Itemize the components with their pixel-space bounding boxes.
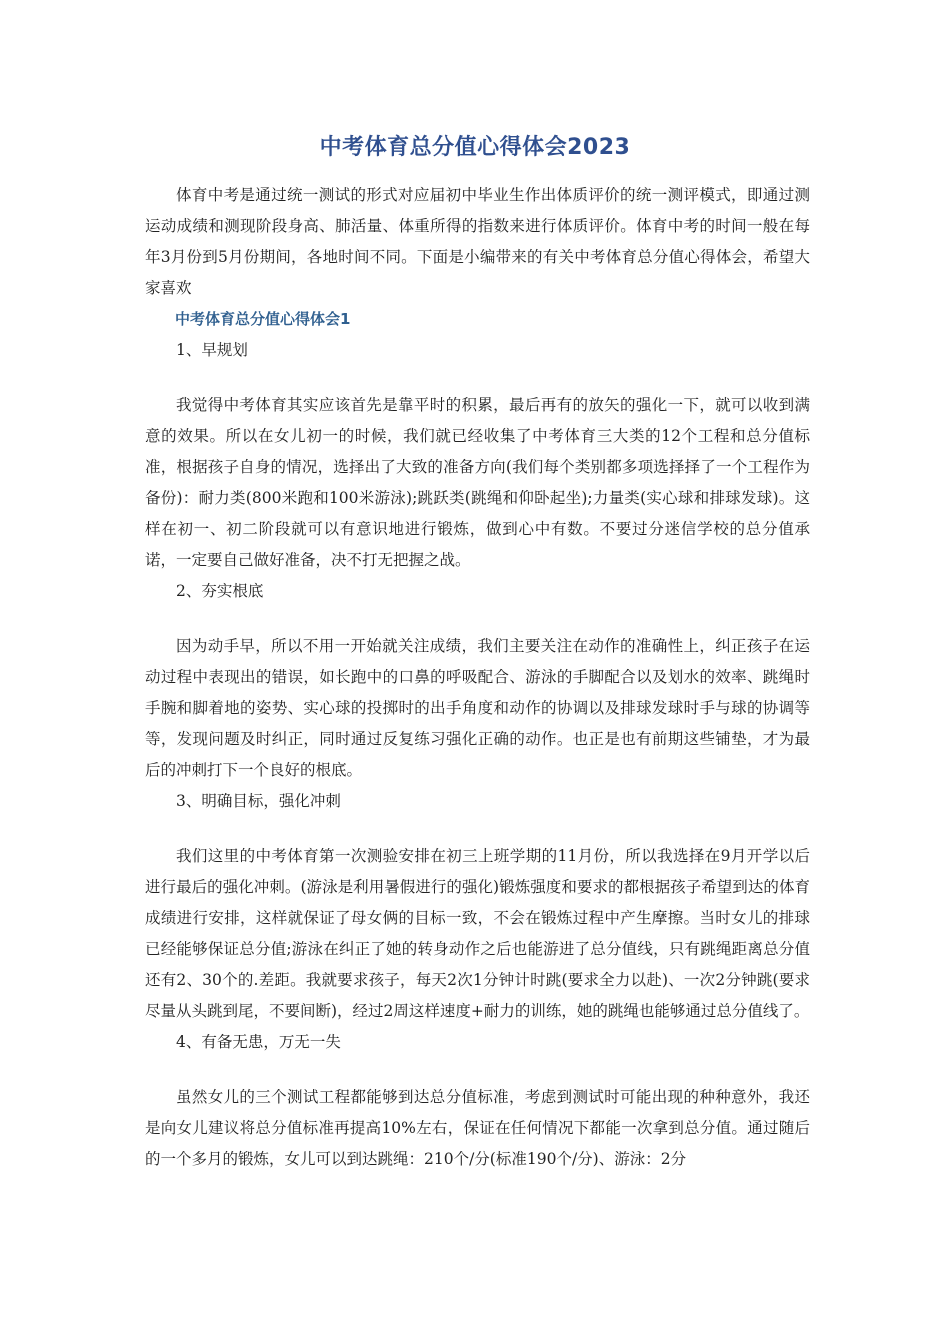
- section-paragraph-4: 虽然女儿的三个测试工程都能够到达总分值标准，考虑到测试时可能出现的种种意外，我还是向女儿建议将总分值标准再提高10%左右，保证在任何情况下都能一次拿到总分值。通过随后的一个多月的锻炼，女儿可以到达跳绳：210个/分(标准190个/分)、游泳：2分: [145, 1088, 810, 1168]
- section-label-4: 4、有备无患，万无一失: [176, 1033, 341, 1051]
- document-title: 中考体育总分值心得体会2023: [319, 135, 631, 160]
- section-label-2: 2、夯实根底: [176, 582, 264, 600]
- intro-paragraph: 体育中考是通过统一测试的形式对应届初中毕业生作出体质评价的统一测评模式，即通过测运动成绩和测现阶段身高、肺活量、体重所得的指数来进行体质评价。体育中考的时间一般在每年3月份到5月份期间，各地时间不同。下面是小编带来的有关中考体育总分值心得体会，希望大家喜欢: [145, 186, 810, 297]
- section-label-3: 3、明确目标，强化冲刺: [176, 792, 341, 810]
- section-paragraph-2: 因为动手早，所以不用一开始就关注成绩，我们主要关注在动作的准确性上，纠正孩子在运动过程中表现出的错误，如长跑中的口鼻的呼吸配合、游泳的手脚配合以及划水的效率、跳绳时手腕和脚着地的姿势、实心球的投掷时的出手角度和动作的协调以及排球发球时手与球的协调等等，发现问题及时纠正，同时通过反复练习强化正确的动作。也正是也有前期这些铺垫，才为最后的冲刺打下一个良好的根底。: [145, 637, 810, 779]
- section-label-1: 1、早规划: [176, 341, 248, 359]
- section-paragraph-3: 我们这里的中考体育第一次测验安排在初三上班学期的11月份，所以我选择在9月开学以后进行最后的强化冲刺。(游泳是利用暑假进行的强化)锻炼强度和要求的都根据孩子希望到达的体育成绩进行安排，这样就保证了母女俩的目标一致，不会在锻炼过程中产生摩擦。当时女儿的排球已经能够保证总分值;游泳在纠正了她的转身动作之后也能游进了总分值线，只有跳绳距离总分值还有2、30个的.差距。我就要求孩子，每天2次1分钟计时跳(要求全力以赴)、一次2分钟跳(要求尽量从头跳到尾，不要间断)，经过2周这样速度+耐力的训练，她的跳绳也能够通过总分值线了。: [145, 847, 810, 1020]
- subheading: 中考体育总分值心得体会1: [175, 310, 351, 328]
- section-paragraph-1: 我觉得中考体育其实应该首先是靠平时的积累，最后再有的放矢的强化一下，就可以收到满意的效果。所以在女儿初一的时候，我们就已经收集了中考体育三大类的12个工程和总分值标准，根据孩子自身的情况，选择出了大致的准备方向(我们每个类别都多项选择择了一个工程作为备份)：耐力类(800米跑和100米游泳);跳跃类(跳绳和仰卧起坐);力量类(实心球和排球发球)。这样在初一、初二阶段就可以有意识地进行锻炼，做到心中有数。不要过分迷信学校的总分值承诺，一定要自己做好准备，决不打无把握之战。: [145, 396, 810, 569]
- document-body: [145, 180, 810, 1175]
